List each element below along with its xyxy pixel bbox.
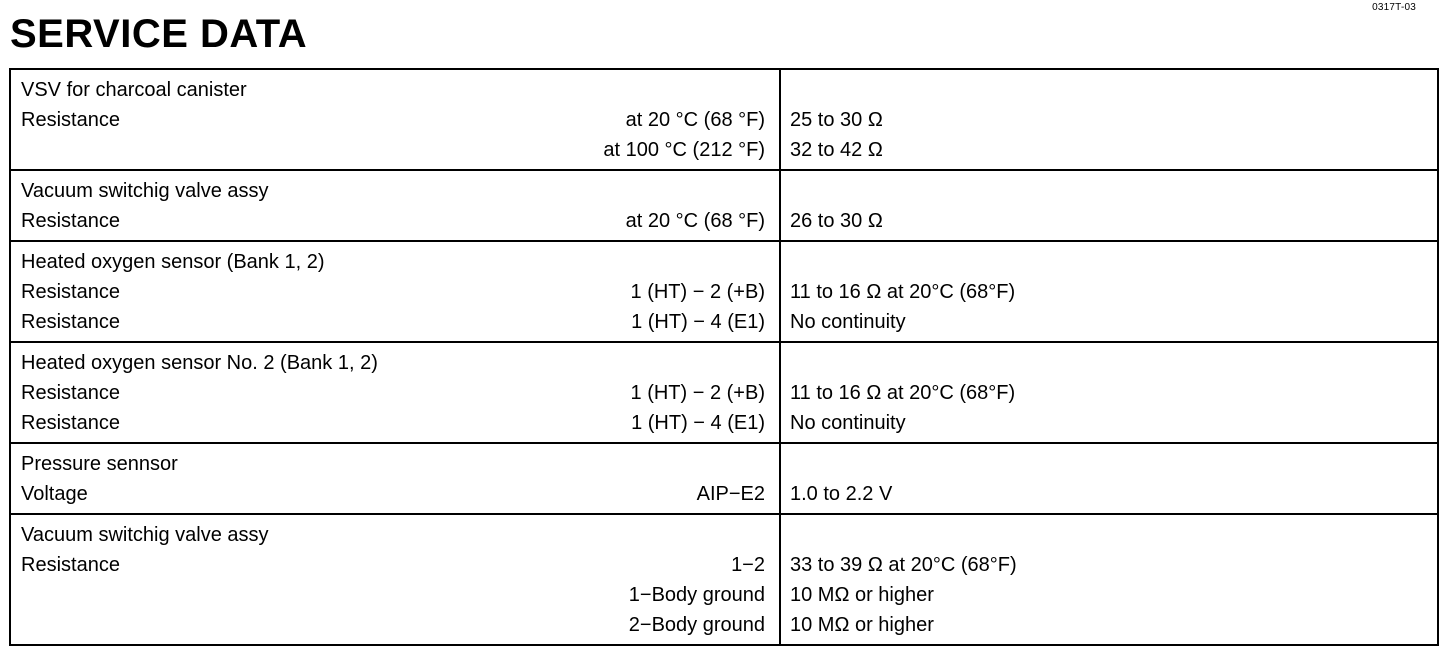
section-heading-row — [11, 176, 1437, 206]
spec-condition: AIP−E2 — [696, 483, 765, 505]
spec-section — [11, 242, 1437, 343]
spec-row — [11, 378, 1437, 408]
spec-label: Voltage — [21, 483, 88, 505]
spec-row — [11, 408, 1437, 438]
document-code: 0317T-03 — [1372, 2, 1416, 13]
spec-section — [11, 343, 1437, 444]
spec-condition: 1 (HT) − 4 (E1) — [631, 311, 765, 333]
spec-value: 10 MΩ or higher — [790, 614, 934, 636]
spec-label — [11, 135, 561, 165]
spec-condition: 1 (HT) − 2 (+B) — [630, 281, 765, 303]
spec-value: 25 to 30 Ω — [790, 109, 883, 131]
spec-value: 11 to 16 Ω at 20°C (68°F) — [790, 382, 1016, 404]
spec-condition: 1 (HT) − 2 (+B) — [630, 382, 765, 404]
section-heading-row — [11, 449, 1437, 479]
spec-label — [11, 580, 561, 610]
spec-label — [11, 610, 561, 640]
spec-label: Resistance — [21, 554, 120, 576]
spec-label: Resistance — [21, 281, 120, 303]
spec-label: Resistance — [21, 109, 120, 131]
spec-value: 11 to 16 Ω at 20°C (68°F) — [790, 281, 1016, 303]
spec-row — [11, 307, 1437, 337]
spec-value: 26 to 30 Ω — [790, 210, 883, 232]
spec-row — [11, 135, 1437, 165]
section-heading: Vacuum switchig valve assy — [21, 180, 269, 202]
spec-row — [11, 550, 1437, 580]
spec-label: Resistance — [21, 412, 120, 434]
spec-row — [11, 580, 1437, 610]
spec-value: No continuity — [790, 412, 906, 434]
spec-value: No continuity — [790, 311, 906, 333]
section-heading: VSV for charcoal canister — [21, 79, 247, 101]
section-heading-row — [11, 75, 1437, 105]
spec-condition: at 20 °C (68 °F) — [625, 109, 765, 131]
spec-row — [11, 105, 1437, 135]
spec-section — [11, 515, 1437, 644]
spec-label: Resistance — [21, 210, 120, 232]
section-heading: Vacuum switchig valve assy — [21, 524, 269, 546]
spec-condition: at 100 °C (212 °F) — [603, 139, 765, 161]
spec-label: Resistance — [21, 311, 120, 333]
spec-condition: 1 (HT) − 4 (E1) — [631, 412, 765, 434]
spec-condition: at 20 °C (68 °F) — [625, 210, 765, 232]
spec-row — [11, 206, 1437, 236]
section-heading-row — [11, 520, 1437, 550]
spec-condition: 2−Body ground — [628, 614, 765, 636]
spec-condition: 1−Body ground — [628, 584, 765, 606]
spec-section — [11, 171, 1437, 242]
spec-value: 32 to 42 Ω — [790, 139, 883, 161]
spec-value: 1.0 to 2.2 V — [790, 483, 893, 505]
section-heading-row — [11, 247, 1437, 277]
spec-condition: 1−2 — [731, 554, 765, 576]
spec-section — [11, 444, 1437, 515]
section-heading: Pressure sennsor — [21, 453, 178, 475]
section-heading-row — [11, 348, 1437, 378]
spec-row — [11, 277, 1437, 307]
spec-label: Resistance — [21, 382, 120, 404]
page-title: SERVICE DATA — [10, 12, 308, 56]
spec-value: 10 MΩ or higher — [790, 584, 934, 606]
service-data-table — [9, 68, 1439, 646]
spec-row — [11, 479, 1437, 509]
section-heading: Heated oxygen sensor (Bank 1, 2) — [21, 251, 325, 273]
spec-row — [11, 610, 1437, 640]
section-heading: Heated oxygen sensor No. 2 (Bank 1, 2) — [21, 352, 378, 374]
spec-value: 33 to 39 Ω at 20°C (68°F) — [790, 554, 1017, 576]
spec-section — [11, 70, 1437, 171]
